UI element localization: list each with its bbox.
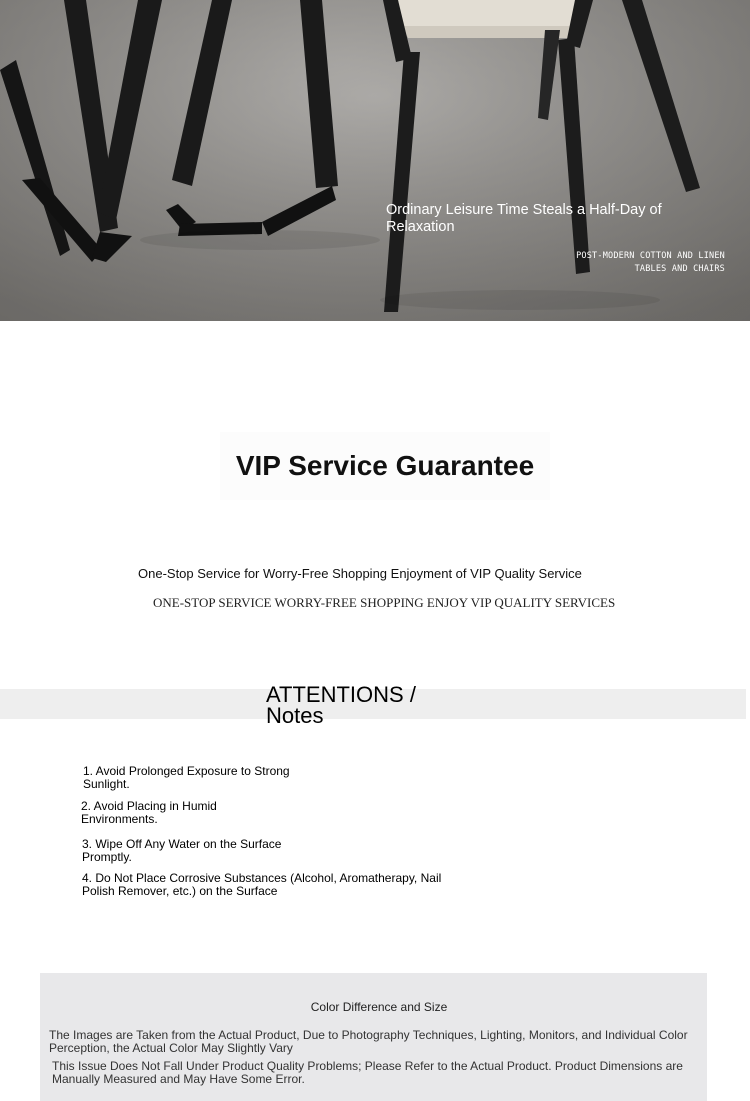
attentions-title-line2: Notes bbox=[266, 703, 324, 728]
hero-subtitle-line1: POST-MODERN COTTON AND LINEN bbox=[576, 251, 725, 261]
hero-banner bbox=[0, 0, 750, 321]
hero-subtitle-line2: TABLES AND CHAIRS bbox=[634, 264, 725, 274]
disclaimer-box bbox=[40, 973, 707, 1101]
note-item: 2. Avoid Placing in Humid Environments. bbox=[81, 799, 217, 826]
attentions-title-line1: ATTENTIONS / bbox=[266, 682, 416, 707]
hero-subtitle bbox=[525, 250, 725, 276]
vip-subtitle-caps: ONE-STOP SERVICE WORRY-FREE SHOPPING ENJOY VIP QUALITY SERVICES bbox=[153, 595, 616, 610]
note-item: 4. Do Not Place Corrosive Substances (Alcohol, Aromatherapy, Nail Polish Remover, etc.) on the Surface bbox=[82, 871, 442, 898]
disclaimer-paragraph: This Issue Does Not Fall Under Product Quality Problems; Please Refer to the Actual Product. Product Dimensions are Manually Measured and May Have Some Error. bbox=[52, 1059, 683, 1086]
note-item: 1. Avoid Prolonged Exposure to Strong Sunlight. bbox=[83, 764, 290, 791]
attentions-title bbox=[266, 684, 416, 726]
disclaimer-title: Color Difference and Size bbox=[310, 1000, 448, 1014]
vip-subtitle: One-Stop Service for Worry-Free Shopping Enjoyment of VIP Quality Service bbox=[138, 566, 582, 581]
disclaimer-paragraph: The Images are Taken from the Actual Product, Due to Photography Techniques, Lighting, Monitors, and Individual Color Perception, the Actual Color May Slightly Vary bbox=[49, 1028, 688, 1055]
note-item: 3. Wipe Off Any Water on the Surface Promptly. bbox=[82, 837, 282, 864]
hero-title: Ordinary Leisure Time Steals a Half-Day of Relaxation bbox=[386, 202, 662, 235]
vip-title: VIP Service Guarantee bbox=[220, 432, 550, 500]
